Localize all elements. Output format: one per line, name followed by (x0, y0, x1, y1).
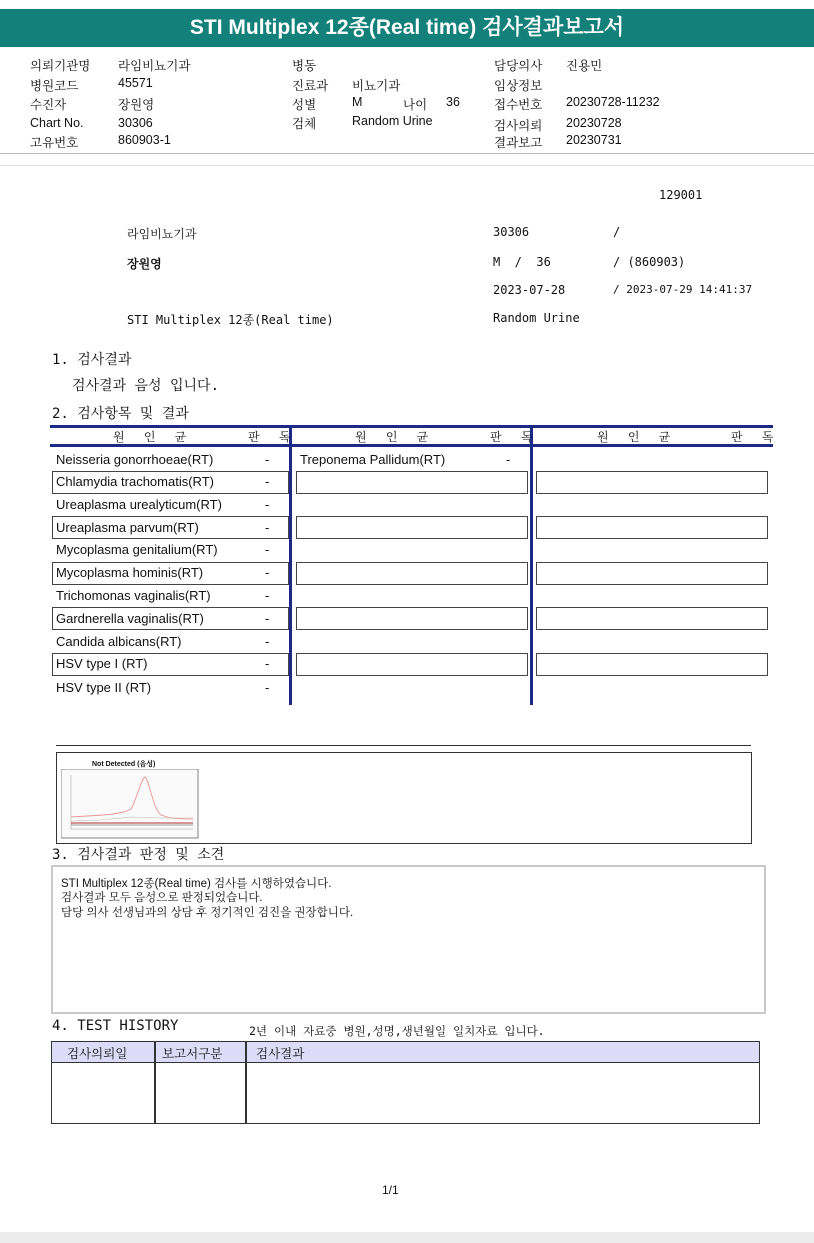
header-label: 검체 (292, 117, 317, 131)
organism-result: - (265, 452, 270, 467)
page-number: 1/1 (382, 1183, 399, 1197)
organism-result: - (265, 680, 270, 695)
history-column (245, 1041, 760, 1124)
organism-result: - (506, 452, 511, 467)
clinic-name: 라임비뇨기과 (127, 227, 197, 241)
graph-panel (56, 752, 752, 844)
row-box (296, 653, 528, 676)
row-box (296, 471, 528, 494)
opinion-line: 담당 의사 선생님과의 상담 후 정기적인 검진을 권장합니다. (61, 907, 354, 919)
header-value: 라임비뇨기과 (118, 59, 191, 73)
section4-title: 4. TEST HISTORY (52, 1018, 179, 1034)
organism-result: - (265, 497, 270, 512)
result-summary: 검사결과 음성 입니다. (72, 378, 220, 394)
divider (0, 165, 814, 166)
header-judgement: 판 독 (248, 430, 297, 444)
history-header-result: 검사결과 (256, 1046, 305, 1061)
birth-date: / (860903) (613, 255, 686, 269)
header-value: 진용민 (566, 59, 603, 73)
organism-result: - (265, 588, 270, 603)
header-value: 860903-1 (118, 133, 171, 147)
bottom-bar (0, 1232, 814, 1243)
organism-result: - (265, 565, 270, 580)
organism-name: Chlamydia trachomatis(RT) (56, 474, 214, 489)
section1-title: 1. 검사결과 (52, 352, 132, 368)
pcr-curve-graph (61, 769, 199, 839)
row-box (536, 607, 768, 630)
section3-title: 3. 검사결과 판정 및 소견 (52, 847, 225, 863)
opinion-box (51, 865, 766, 1014)
chart-number: 30306 (493, 225, 530, 239)
column-divider (530, 425, 533, 705)
organism-name: HSV type I (RT) (56, 656, 148, 671)
organism-name: Mycoplasma hominis(RT) (56, 565, 204, 580)
row-box (296, 562, 528, 585)
header-value: 비뇨기과 (352, 79, 401, 93)
divider (56, 745, 751, 746)
organism-result: - (265, 611, 270, 626)
header-label: Chart No. (30, 116, 84, 130)
request-date: 2023-07-28 (493, 283, 566, 297)
separator: / (613, 225, 621, 239)
age-label: 나이 (403, 98, 428, 112)
section2-title: 2. 검사항목 및 결과 (52, 406, 189, 422)
header-organism: 원 인 균 (113, 430, 193, 444)
header-organism: 원 인 균 (597, 430, 677, 444)
row-box (536, 653, 768, 676)
organism-result: - (265, 520, 270, 535)
organism-name: Gardnerella vaginalis(RT) (56, 611, 204, 626)
sex-age: M / 36 (493, 255, 551, 269)
header-value: 20230728 (566, 116, 622, 130)
organism-name: Candida albicans(RT) (56, 634, 182, 649)
report-code: 129001 (659, 188, 703, 202)
row-box (536, 562, 768, 585)
header-label: 결과보고 (494, 136, 543, 150)
patient-name: 장원영 (127, 257, 162, 271)
graph-title: Not Detected (음성) (92, 761, 156, 768)
column-divider (289, 425, 292, 705)
header-label: 검사의뢰 (494, 119, 543, 133)
row-box (296, 516, 528, 539)
header-label: 고유번호 (30, 136, 79, 150)
organism-name: Trichomonas vaginalis(RT) (56, 588, 211, 603)
history-header-type: 보고서구분 (162, 1046, 223, 1061)
header-label: 접수번호 (494, 98, 543, 112)
header-value: 20230731 (566, 133, 622, 147)
report-title: STI Multiplex 12종(Real time) 검사결과보고서 (0, 9, 814, 47)
organism-name: Neisseria gonorrhoeae(RT) (56, 452, 214, 467)
organism-name: Ureaplasma urealyticum(RT) (56, 497, 222, 512)
report-datetime: / 2023-07-29 14:41:37 (613, 283, 753, 296)
header-label: 진료과 (292, 79, 329, 93)
header-judgement: 판 독 (490, 430, 539, 444)
organism-name: Mycoplasma genitalium(RT) (56, 542, 218, 557)
test-name: STI Multiplex 12종(Real time) (127, 313, 334, 327)
header-label: 병동 (292, 59, 317, 73)
row-box (296, 607, 528, 630)
divider (0, 153, 814, 154)
organism-name: Treponema Pallidum(RT) (300, 452, 446, 467)
organism-result: - (265, 634, 270, 649)
header-value: M (352, 95, 363, 109)
specimen: Random Urine (493, 311, 580, 325)
header-label: 담당의사 (494, 59, 543, 73)
organism-result: - (265, 474, 270, 489)
header-label: 의뢰기관명 (30, 59, 91, 73)
header-value: 장원영 (118, 98, 155, 112)
header-value: 30306 (118, 116, 153, 130)
header-label: 성별 (292, 98, 317, 112)
history-note: 2년 이내 자료중 병원,성명,생년월일 일치자료 입니다. (249, 1024, 545, 1038)
history-header-date: 검사의뢰일 (67, 1046, 128, 1061)
row-box (536, 516, 768, 539)
header-judgement: 판 독 (731, 430, 780, 444)
header-value: 45571 (118, 76, 153, 90)
header-value: 20230728-11232 (566, 95, 660, 109)
age-value: 36 (446, 95, 460, 109)
header-label: 수진자 (30, 98, 67, 112)
organism-name: Ureaplasma parvum(RT) (56, 520, 199, 535)
header-label: 임상정보 (494, 79, 543, 93)
opinion-line: STI Multiplex 12종(Real time) 검사를 시행하였습니다. (61, 878, 332, 890)
organism-result: - (265, 542, 270, 557)
header-value: Random Urine (352, 114, 433, 128)
organism-result: - (265, 656, 270, 671)
organism-name: HSV type II (RT) (56, 680, 152, 695)
opinion-line: 검사결과 모두 음성으로 판정되었습니다. (61, 892, 263, 904)
divider (51, 1062, 759, 1063)
header-organism: 원 인 균 (355, 430, 435, 444)
row-box (536, 471, 768, 494)
header-label: 병원코드 (30, 79, 79, 93)
